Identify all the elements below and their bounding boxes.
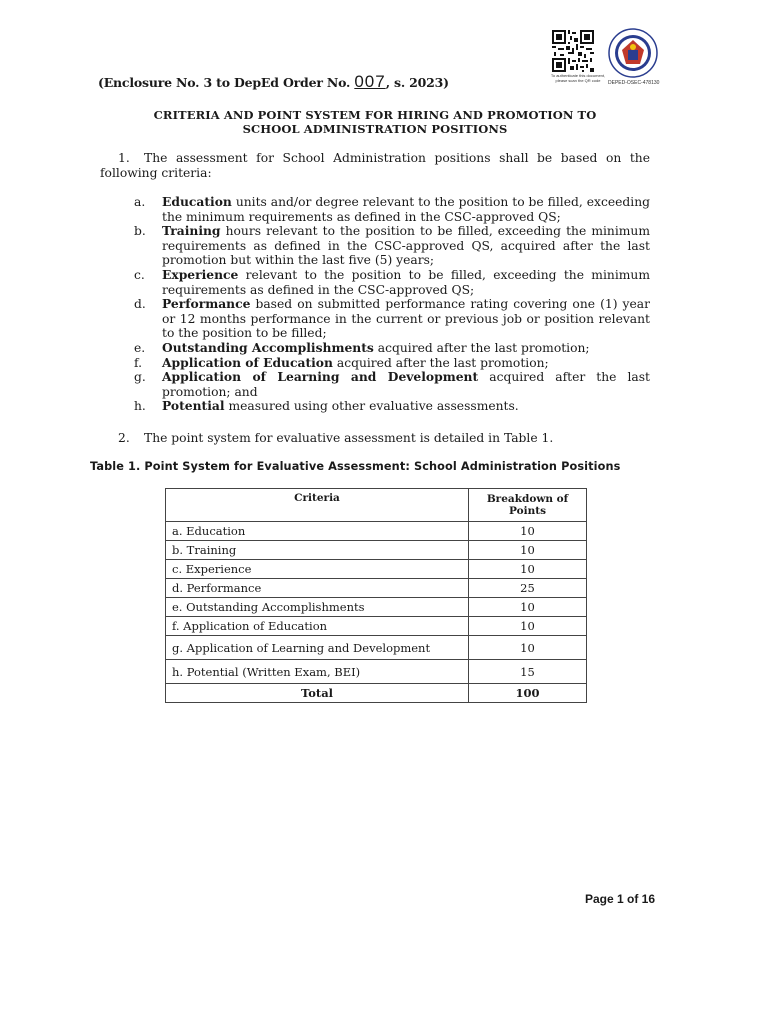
points-cell: 10 <box>469 598 587 617</box>
table-row <box>166 636 587 660</box>
criteria-desc: based on submitted performance rating covering one (1) year or 12 months performance in the current or previous job or position relevant to the position to be filled; <box>162 297 650 341</box>
table-row <box>166 560 587 579</box>
table-row <box>166 522 587 541</box>
list-letter: g. <box>134 370 146 385</box>
paragraph-2-text: The point system for evaluative assessment is detailed in Table 1. <box>144 431 554 445</box>
paragraph-1-number: 1. <box>118 151 130 165</box>
qr-code-image <box>552 30 594 72</box>
points-cell: 10 <box>469 560 587 579</box>
criteria-desc: hours relevant to the position to be filled, exceeding the minimum requirements as defined in the CSC-approved QS, acquired after the last promotion but within the last five (5) years; <box>162 224 650 268</box>
total-label: Total <box>166 684 469 703</box>
table-row <box>166 579 587 598</box>
criteria-term: Training <box>162 223 221 239</box>
criteria-desc: acquired after the last promotion; <box>373 340 590 355</box>
criteria-list <box>134 195 650 414</box>
list-letter: c. <box>134 267 145 282</box>
table-caption: Table 1. Point System for Evaluative Assessment: School Administration Positions <box>90 460 621 473</box>
list-item <box>134 224 650 268</box>
list-item <box>134 370 650 399</box>
table-row <box>166 598 587 617</box>
list-item <box>134 195 650 224</box>
list-letter: e. <box>134 340 146 355</box>
list-letter: h. <box>134 399 146 414</box>
table-row <box>166 617 587 636</box>
enclosure-suffix: , s. 2023) <box>385 75 449 90</box>
table-total-row <box>166 684 587 703</box>
column-header-criteria: Criteria <box>166 489 469 522</box>
paragraph-2 <box>100 431 650 446</box>
table-header-row <box>166 489 587 522</box>
criteria-cell: a. Education <box>166 522 469 541</box>
list-letter: f. <box>134 355 143 370</box>
criteria-cell: e. Outstanding Accomplishments <box>166 598 469 617</box>
page-number: Page 1 of 16 <box>585 892 656 906</box>
list-item <box>134 268 650 297</box>
criteria-desc: units and/or degree relevant to the position to be filled, exceeding the minimum requirements as defined in the CSC-approved QS; <box>162 195 650 224</box>
paragraph-1-text: The assessment for School Administration positions shall be based on the following criteria: <box>100 151 650 180</box>
enclosure-reference <box>98 72 449 92</box>
deped-seal-icon <box>608 28 658 78</box>
paragraph-2-number: 2. <box>118 431 130 445</box>
criteria-term: Education <box>162 194 232 209</box>
list-item <box>134 399 650 414</box>
list-letter: d. <box>134 297 146 312</box>
criteria-cell: h. Potential (Written Exam, BEI) <box>166 660 469 684</box>
criteria-cell: d. Performance <box>166 579 469 598</box>
qr-caption: To authenticate this document, please scan the QR code <box>550 73 606 83</box>
criteria-cell: g. Application of Learning and Development <box>166 636 469 660</box>
paragraph-1 <box>100 151 650 180</box>
document-title <box>100 108 650 136</box>
criteria-desc: acquired after the last promotion; <box>332 355 549 370</box>
criteria-cell: b. Training <box>166 541 469 560</box>
criteria-term: Performance <box>162 296 251 312</box>
list-item <box>134 297 650 341</box>
table-row <box>166 660 587 684</box>
column-header-points: Breakdown of Points <box>469 489 587 522</box>
list-letter: a. <box>134 195 146 209</box>
criteria-desc: measured using other evaluative assessments. <box>224 399 519 414</box>
document-code: DEPED-OSEC-478130 <box>608 80 660 86</box>
criteria-term: Application of Education <box>162 354 333 370</box>
total-points: 100 <box>469 684 587 703</box>
criteria-desc: acquired after the last promotion; and <box>162 370 650 399</box>
list-letter: b. <box>134 224 146 239</box>
points-cell: 10 <box>469 541 587 560</box>
criteria-term: Outstanding Accomplishments <box>162 339 374 355</box>
criteria-term: Potential <box>162 398 225 414</box>
list-item <box>134 341 650 356</box>
points-cell: 10 <box>469 617 587 636</box>
table-row <box>166 541 587 560</box>
list-item <box>134 356 650 371</box>
points-cell: 10 <box>469 636 587 660</box>
title-line-2: SCHOOL ADMINISTRATION POSITIONS <box>242 122 508 136</box>
points-cell: 15 <box>469 660 587 684</box>
order-number: 007 <box>354 72 386 91</box>
title-line-1: CRITERIA AND POINT SYSTEM FOR HIRING AND PROMOTION TO <box>153 108 597 122</box>
criteria-cell: f. Application of Education <box>166 617 469 636</box>
points-cell: 10 <box>469 522 587 541</box>
criteria-desc: relevant to the position to be filled, exceeding the minimum requirements as defined in the CSC-approved QS; <box>162 267 650 297</box>
enclosure-prefix: (Enclosure No. 3 to DepEd Order No. <box>98 75 355 90</box>
points-table <box>165 488 587 703</box>
criteria-term: Experience <box>162 266 239 282</box>
criteria-cell: c. Experience <box>166 560 469 579</box>
points-cell: 25 <box>469 579 587 598</box>
criteria-term: Application of Learning and Development <box>162 369 479 385</box>
